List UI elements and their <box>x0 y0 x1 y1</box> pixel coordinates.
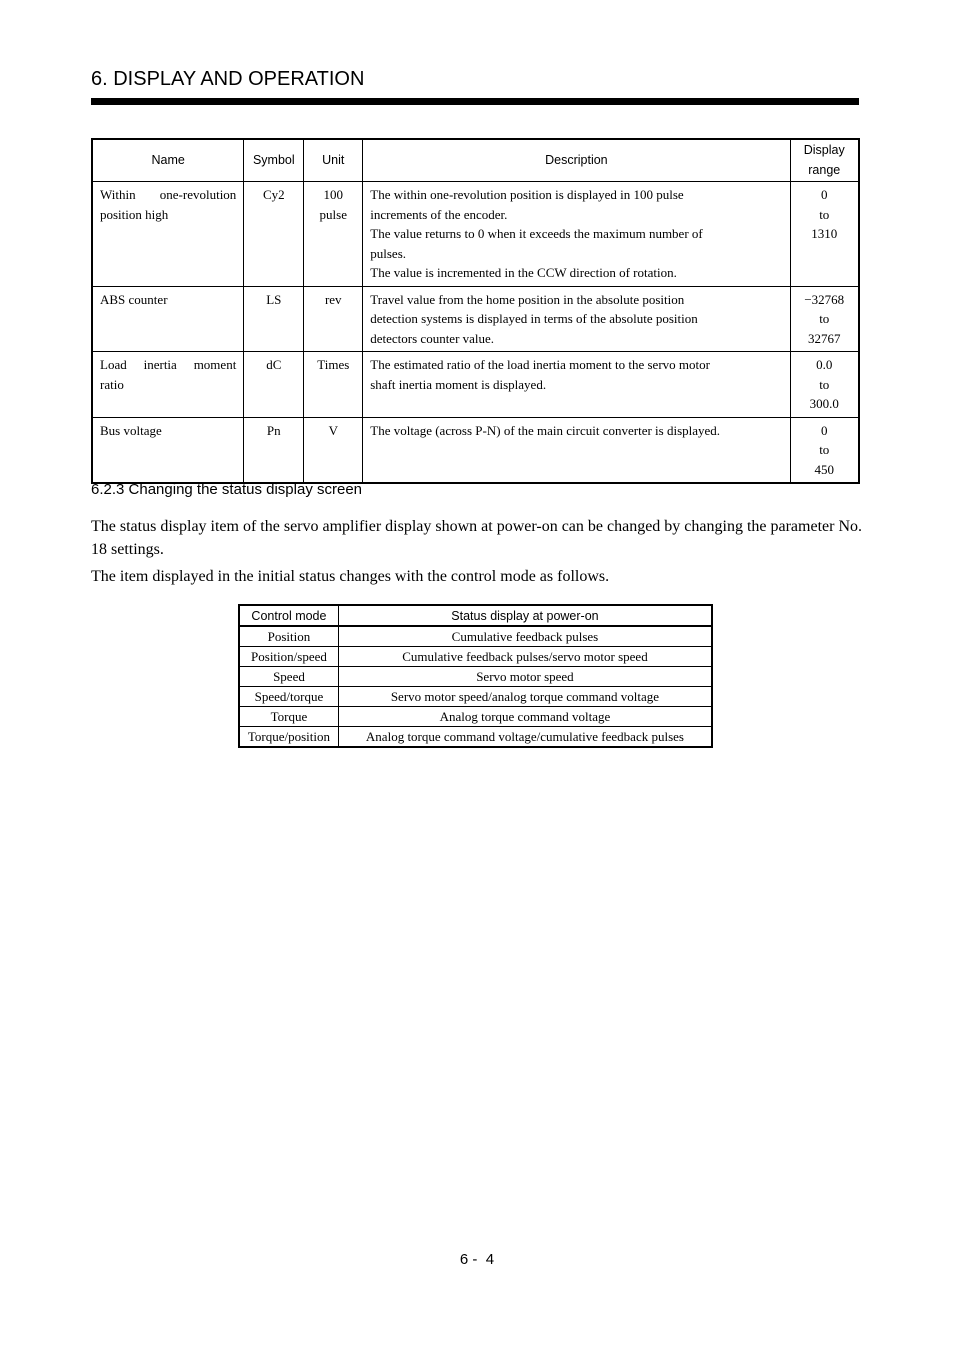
table-row <box>239 687 712 707</box>
name-cell <box>92 417 244 483</box>
description-line: The voltage (across P-N) of the main circuit converter is displayed. <box>370 422 721 438</box>
description-cell <box>363 352 790 418</box>
col-header-description: Description <box>363 139 790 182</box>
header-rule <box>91 98 859 105</box>
description-line: shaft inertia moment is displayed. <box>370 376 547 392</box>
table-row <box>239 667 712 687</box>
status-display-cell: Analog torque command voltage <box>338 707 712 727</box>
symbol-cell: LS <box>244 286 304 352</box>
unit-line: rev <box>324 291 342 307</box>
unit-line: Times <box>317 357 350 372</box>
description-line: The value is incremented in the CCW direction of rotation. <box>370 265 677 280</box>
unit-cell <box>304 352 363 418</box>
table-row <box>239 626 712 647</box>
range-cell <box>790 352 859 418</box>
col-header-name: Name <box>92 139 244 182</box>
col-header-display-range <box>790 139 859 182</box>
table-row <box>92 352 859 418</box>
table-row <box>239 727 712 748</box>
description-line: detection systems is displayed in terms of the absolute position <box>370 311 698 326</box>
description-line: The estimated ratio of the load inertia moment to the servo motor <box>370 357 710 372</box>
description-line: Travel value from the home position in the absolute position <box>370 291 685 307</box>
col-header-unit: Unit <box>304 139 363 182</box>
control-mode-cell: Torque/position <box>239 727 338 748</box>
description-line: increments of the encoder. <box>370 206 508 222</box>
range-min: 0 <box>821 187 828 202</box>
name-line: position high <box>100 206 169 222</box>
unit-cell <box>304 182 363 287</box>
unit-cell <box>304 286 363 352</box>
table-header-row <box>239 605 712 626</box>
description-cell <box>363 417 790 483</box>
unit-line: V <box>328 422 338 438</box>
status-display-cell: Cumulative feedback pulses <box>338 626 712 647</box>
range-max: 450 <box>814 461 834 477</box>
col-header-status-display: Status display at power-on <box>338 605 712 626</box>
status-display-cell: Servo motor speed/analog torque command voltage <box>338 687 712 707</box>
control-mode-cell: Torque <box>239 707 338 727</box>
table-row <box>239 707 712 727</box>
unit-cell <box>304 417 363 483</box>
section-heading: 6.2.3 Changing the status display screen <box>91 481 363 498</box>
unit-line: pulse <box>319 206 347 222</box>
name-cell <box>92 352 244 418</box>
description-line: pulses. <box>370 245 406 261</box>
section-paragraph: The item displayed in the initial status changes with the control mode as follows. <box>91 568 610 585</box>
name-line: Within one-revolution <box>100 187 237 202</box>
symbol-cell: Cy2 <box>244 182 304 287</box>
range-max: 32767 <box>808 330 841 346</box>
range-cell <box>790 182 859 287</box>
page-header-title: 6. DISPLAY AND OPERATION <box>91 68 365 90</box>
col-header-symbol: Symbol <box>244 139 304 182</box>
description-cell <box>363 286 790 352</box>
status-display-cell: Servo motor speed <box>338 667 712 687</box>
control-mode-cell: Position <box>239 626 338 647</box>
range-min: −32768 <box>804 291 845 307</box>
control-mode-cell: Speed <box>239 667 338 687</box>
description-line: The within one-revolution position is displayed in 100 pulse <box>370 187 684 202</box>
control-mode-cell: Speed/torque <box>239 687 338 707</box>
col-header-display: Display <box>803 143 845 157</box>
name-line: Bus voltage <box>100 422 162 438</box>
name-line: ratio <box>100 376 124 392</box>
symbol-cell: Pn <box>244 417 304 483</box>
range-to: to <box>819 206 830 222</box>
table-row <box>92 182 859 287</box>
control-mode-cell: Position/speed <box>239 647 338 667</box>
status-display-table <box>91 138 860 484</box>
range-min: 0.0 <box>816 357 833 372</box>
range-cell <box>790 286 859 352</box>
name-cell <box>92 182 244 287</box>
col-header-control-mode: Control mode <box>239 605 338 626</box>
status-display-cell: Analog torque command voltage/cumulative feedback pulses <box>338 727 712 748</box>
section-paragraph: The status display item of the servo amplifier display shown at power-on can be changed by changing the parameter No. 18 settings. <box>91 518 862 558</box>
range-cell <box>790 417 859 483</box>
status-display-cell: Cumulative feedback pulses/servo motor speed <box>338 647 712 667</box>
col-header-range: range <box>808 162 841 177</box>
range-to: to <box>819 376 830 392</box>
symbol-cell: dC <box>244 352 304 418</box>
table-header-row <box>92 139 859 182</box>
range-to: to <box>819 442 830 457</box>
name-line: Load inertia moment <box>100 357 237 372</box>
page-number: 6 - 4 <box>459 1251 495 1268</box>
name-line: ABS counter <box>100 291 168 307</box>
table-row <box>92 417 859 483</box>
table-row <box>239 647 712 667</box>
description-cell <box>363 182 790 287</box>
range-to: to <box>819 311 830 326</box>
table-row <box>92 286 859 352</box>
unit-line: 100 <box>323 187 344 202</box>
range-min: 0 <box>821 422 828 438</box>
description-line: The value returns to 0 when it exceeds the maximum number of <box>370 226 703 241</box>
name-cell <box>92 286 244 352</box>
range-max: 300.0 <box>809 396 839 411</box>
range-max: 1310 <box>811 226 838 241</box>
control-mode-table <box>238 604 713 748</box>
description-line: detectors counter value. <box>370 330 495 346</box>
